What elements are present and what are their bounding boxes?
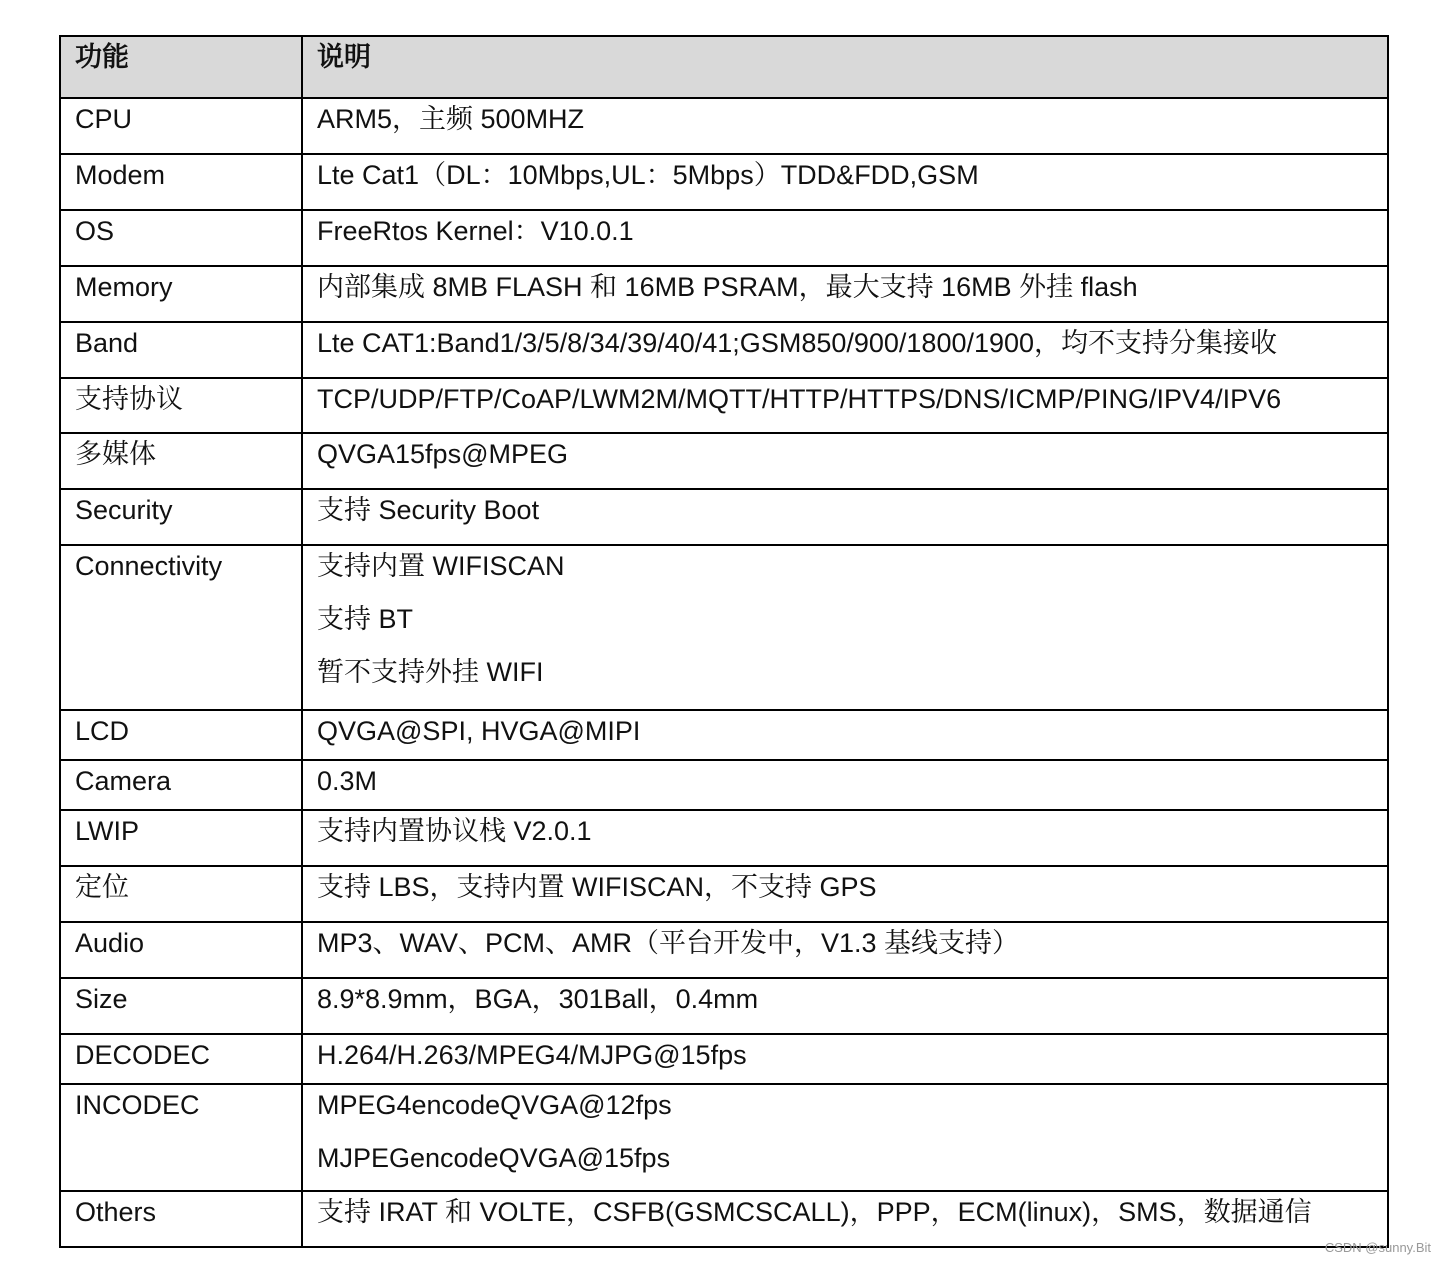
description-cell [302, 978, 1388, 1034]
description-line: 8.9*8.9mm，BGA，301Ball，0.4mm [317, 984, 759, 1014]
description-cell [302, 1191, 1388, 1247]
feature-cell: 支持协议 [60, 378, 302, 433]
table-row [60, 760, 1388, 810]
table-row [60, 922, 1388, 978]
header-description: 说明 [302, 36, 1388, 98]
feature-cell: Band [60, 322, 302, 378]
description-line: 支持 Security Boot [317, 495, 540, 525]
description-line: 支持 IRAT 和 VOLTE，CSFB(GSMCSCALL)，PPP，ECM(linux)，SMS，数据通信 [317, 1197, 1312, 1227]
description-cell [302, 710, 1388, 760]
table-row [60, 1084, 1388, 1191]
description-cell [302, 1084, 1388, 1191]
feature-cell: Camera [60, 760, 302, 810]
description-cell [302, 154, 1388, 210]
feature-cell: Others [60, 1191, 302, 1247]
description-cell [302, 866, 1388, 922]
table-row [60, 322, 1388, 378]
table-header-row [60, 36, 1388, 98]
table-row [60, 810, 1388, 866]
description-cell [302, 322, 1388, 378]
table-row [60, 866, 1388, 922]
feature-cell: Connectivity [60, 545, 302, 710]
description-cell [302, 810, 1388, 866]
description-line: MJPEGencodeQVGA@15fps [317, 1143, 671, 1173]
feature-cell: OS [60, 210, 302, 266]
description-cell [302, 545, 1388, 710]
table-row [60, 378, 1388, 433]
feature-cell: 多媒体 [60, 433, 302, 489]
description-cell [302, 378, 1388, 433]
table-row [60, 489, 1388, 545]
description-cell [302, 760, 1388, 810]
feature-cell: Memory [60, 266, 302, 322]
header-feature: 功能 [60, 36, 302, 98]
feature-cell: Size [60, 978, 302, 1034]
description-line: 支持内置 WIFISCAN [317, 551, 565, 581]
table-row [60, 154, 1388, 210]
feature-cell: DECODEC [60, 1034, 302, 1084]
description-line: Lte CAT1:Band1/3/5/8/34/39/40/41;GSM850/900/1800/1900，均不支持分集接收 [317, 328, 1278, 358]
description-line: 支持 BT [317, 604, 414, 634]
description-line: 暂不支持外挂 WIFI [317, 657, 544, 687]
description-line: 支持内置协议栈 V2.0.1 [317, 816, 592, 846]
table-row [60, 433, 1388, 489]
feature-cell: Audio [60, 922, 302, 978]
table-row [60, 210, 1388, 266]
description-line: 内部集成 8MB FLASH 和 16MB PSRAM，最大支持 16MB 外挂 flash [317, 272, 1138, 302]
description-line: QVGA15fps@MPEG [317, 439, 568, 469]
description-cell [302, 1034, 1388, 1084]
description-line: FreeRtos Kernel：V10.0.1 [317, 216, 634, 246]
table-row [60, 710, 1388, 760]
feature-cell: Security [60, 489, 302, 545]
table-row [60, 1191, 1388, 1247]
feature-cell: 定位 [60, 866, 302, 922]
description-line: 0.3M [317, 766, 378, 796]
description-cell [302, 433, 1388, 489]
table-row [60, 978, 1388, 1034]
description-cell [302, 266, 1388, 322]
spec-table [59, 35, 1389, 1248]
description-line: MP3、WAV、PCM、AMR（平台开发中，V1.3 基线支持） [317, 928, 1020, 958]
description-cell [302, 489, 1388, 545]
feature-cell: CPU [60, 98, 302, 154]
description-cell [302, 98, 1388, 154]
description-line: Lte Cat1（DL：10Mbps,UL：5Mbps）TDD&FDD,GSM [317, 160, 979, 190]
description-cell [302, 922, 1388, 978]
description-line: MPEG4encodeQVGA@12fps [317, 1090, 672, 1120]
table-row [60, 98, 1388, 154]
feature-cell: LCD [60, 710, 302, 760]
table-body [60, 98, 1388, 1247]
feature-cell: LWIP [60, 810, 302, 866]
description-line: ARM5，主频 500MHZ [317, 104, 585, 134]
feature-cell: INCODEC [60, 1084, 302, 1191]
description-cell [302, 210, 1388, 266]
description-line: 支持 LBS，支持内置 WIFISCAN，不支持 GPS [317, 872, 877, 902]
table-row [60, 266, 1388, 322]
description-line: H.264/H.263/MPEG4/MJPG@15fps [317, 1040, 747, 1070]
description-line: QVGA@SPI, HVGA@MIPI [317, 716, 641, 746]
description-line: TCP/UDP/FTP/CoAP/LWM2M/MQTT/HTTP/HTTPS/DNS/ICMP/PING/IPV4/IPV6 [317, 384, 1282, 414]
table-row [60, 545, 1388, 710]
table-row [60, 1034, 1388, 1084]
feature-cell: Modem [60, 154, 302, 210]
watermark: CSDN @sunny.Bit [1324, 1240, 1431, 1255]
